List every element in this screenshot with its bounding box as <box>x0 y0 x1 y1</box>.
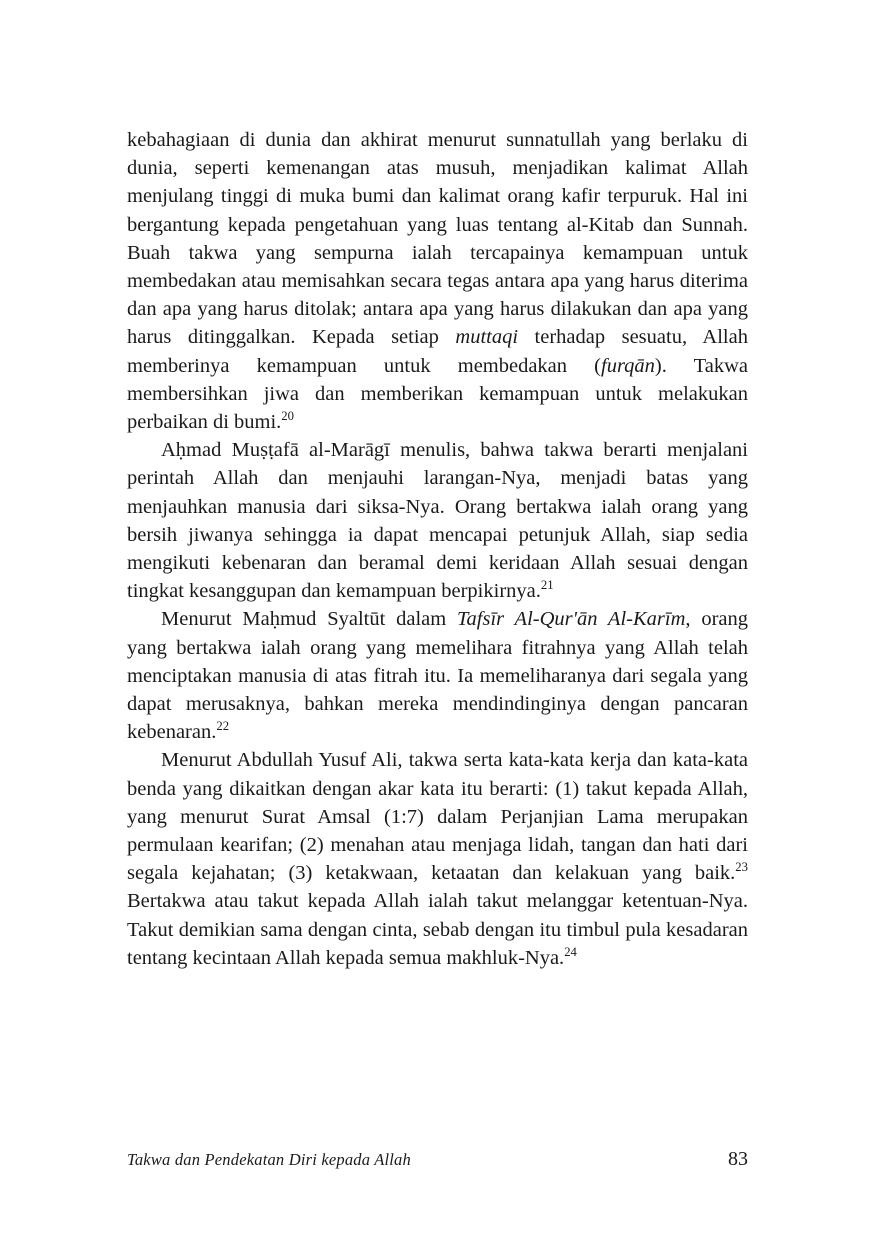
paragraph: kebahagiaan di dunia dan akhirat menurut sunnatullah yang berlaku di dunia, seperti kemenangan atas musuh, menjadikan kalimat Allah menjulang tinggi di muka bumi dan kalimat orang kafir terpuruk. Hal ini bergantung kepada pengetahuan yang luas tentang al-Kitab dan Sunnah. Buah takwa yang sempurna ialah tercapainya kemampuan untuk membedakan atau memisahkan secara tegas antara apa yang harus diterima dan apa yang harus ditolak; antara apa yang harus dilakukan dan apa yang harus ditinggalkan. Kepada setiap muttaqi terhadap sesuatu, Allah memberinya kemampuan untuk membedakan (furqān). Takwa membersihkan jiwa dan memberikan kemampuan untuk melakukan perbaikan di bumi.$^{20}$ <box>127 129 748 434</box>
page-body <box>127 126 748 972</box>
paragraph: Aḥmad Muṣṭafā al-Marāgī menulis, bahwa takwa berarti menjalani perintah Allah dan menjauhi larangan-Nya, menjadi batas yang menjauhkan manusia dari siksa-Nya. Orang bertakwa ialah orang yang bersih jiwanya sehingga ia dapat mencapai petunjuk Allah, siap sedia mengikuti kebenaran dan beramal demi keridaan Allah sesuai dengan tingkat kesanggupan dan kemampuan berpikirnya.$^{21}$ <box>127 439 748 603</box>
page-footer <box>127 1148 748 1171</box>
paragraph: Menurut Abdullah Yusuf Ali, takwa serta kata-kata kerja dan kata-kata benda yang dikaitkan dengan akar kata itu berarti: (1) takut kepada Allah, yang menurut Surat Amsal (1:7) dalam Perjanjian Lama merupakan permulaan kearifan; (2) menahan atau menjaga lidah, tangan dan hati dari segala kejahatan; (3) ketakwaan, ketaatan dan kelakuan yang baik.$^{23}$ Bertakwa atau takut kepada Allah ialah takut melanggar ketentuan-Nya. Takut demikian sama dengan cinta, sebab dengan itu timbul pula kesadaran tentang kecintaan Allah kepada semua makhluk-Nya.$^{24}$ <box>127 749 748 969</box>
page-number: 83 <box>728 1148 748 1170</box>
running-title: Takwa dan Pendekatan Diri kepada Allah <box>127 1150 411 1169</box>
paragraph: Menurut Maḥmud Syaltūt dalam Tafsīr Al-Qur'ān Al-Karīm, orang yang bertakwa ialah orang yang memelihara fitrahnya yang Allah telah menciptakan manusia di atas fitrah itu. Ia memeliharanya dari segala yang dapat merusaknya, bahkan mereka mendindinginya dengan pancaran kebenaran.$^{22}$ <box>127 608 748 744</box>
